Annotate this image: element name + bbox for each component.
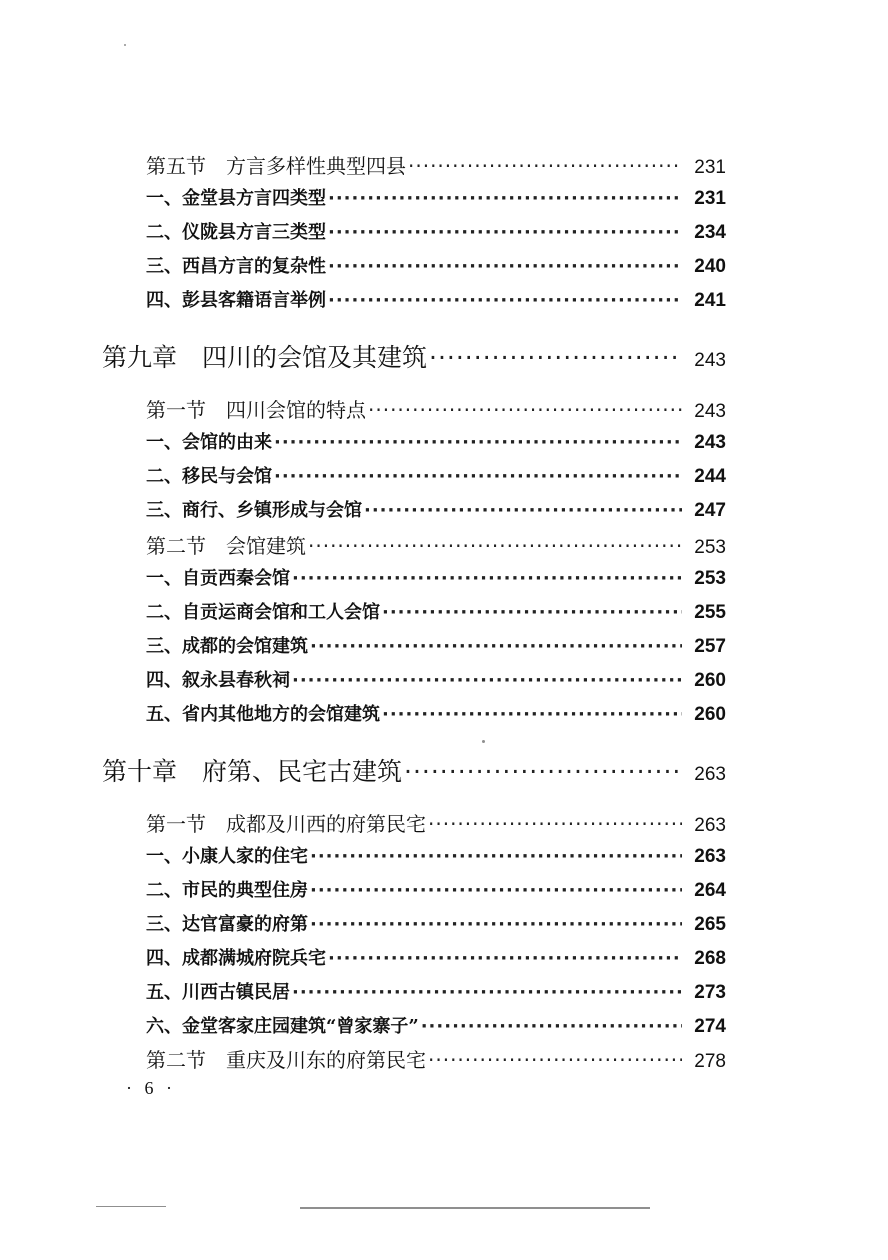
toc-entry-item: [146, 1012, 726, 1040]
toc-entry-item: [146, 910, 726, 938]
toc-entry-page: 263: [694, 846, 726, 867]
toc-entry-section: [146, 394, 726, 422]
toc-entry-page: 260: [694, 670, 726, 691]
toc-entry-item: [146, 632, 726, 660]
toc-entry-section: [146, 530, 726, 558]
toc-entry-title: 三、商行、乡镇形成与会馆: [146, 500, 362, 521]
toc-entry-page: 255: [694, 602, 726, 623]
dot-leader: [310, 636, 682, 657]
dot-leader: [328, 948, 682, 969]
toc-entry-chapter: [102, 752, 726, 786]
dot-leader: [404, 757, 682, 786]
toc-entry-page: 243: [694, 432, 726, 453]
toc-entry-item: [146, 218, 726, 246]
toc-entry-title: 第一节 四川会馆的特点: [146, 398, 366, 422]
toc-entry-title: 三、达官富豪的府第: [146, 914, 308, 935]
toc-entry-item: [146, 428, 726, 456]
toc-entry-section: [146, 808, 726, 836]
dot-leader: [328, 188, 682, 209]
toc-entry-page: 243: [694, 401, 726, 422]
dot-leader: [274, 466, 682, 487]
toc-entry-title: 第一节 成都及川西的府第民宅: [146, 812, 426, 836]
toc-entry-page: 247: [694, 500, 726, 521]
toc-entry-item: [146, 564, 726, 592]
toc-entry-title: 一、小康人家的住宅: [146, 846, 308, 867]
dot-leader: [368, 398, 682, 422]
toc-entry-item: [146, 842, 726, 870]
toc-entry-title: 一、自贡西秦会馆: [146, 568, 290, 589]
dot-leader: [428, 812, 682, 836]
toc-entry-title: 二、仪陇县方言三类型: [146, 222, 326, 243]
toc-entry-item: [146, 286, 726, 314]
toc-entry-title: 第二节 重庆及川东的府第民宅: [146, 1048, 426, 1072]
toc-entry-page: 264: [694, 880, 726, 901]
toc-entry-page: 260: [694, 704, 726, 725]
toc-entry-page: 244: [694, 466, 726, 487]
toc-entry-item: [146, 252, 726, 280]
toc-entry-title: 五、省内其他地方的会馆建筑: [146, 704, 380, 725]
dot-leader: [421, 1016, 682, 1037]
toc-entry-item: [146, 462, 726, 490]
toc-entry-page: 231: [694, 188, 726, 209]
toc-entry-title: 三、成都的会馆建筑: [146, 636, 308, 657]
toc-entry-item: [146, 944, 726, 972]
toc-entry-title: 二、自贡运商会馆和工人会馆: [146, 602, 380, 623]
toc-entry-title: 三、西昌方言的复杂性: [146, 256, 326, 277]
toc-entry-section: [146, 1044, 726, 1072]
dot-leader: [310, 914, 682, 935]
scan-edge-line: [96, 1206, 166, 1207]
toc-entry-title: 六、金堂客家庄园建筑“曾家寨子”: [146, 1016, 419, 1037]
toc-entry-title: 第五节 方言多样性典型四县: [146, 154, 406, 178]
toc-entry-page: 240: [694, 256, 726, 277]
toc-entry-page: 265: [694, 914, 726, 935]
dot-leader: [382, 602, 682, 623]
toc-entry-page: 253: [694, 568, 726, 589]
toc-entry-title: 二、市民的典型住房: [146, 880, 308, 901]
dot-leader: [274, 432, 682, 453]
toc-entry-page: 263: [694, 815, 726, 836]
dot-leader: [328, 290, 682, 311]
toc-entry-title: 四、叙永县春秋祠: [146, 670, 290, 691]
toc-entry-item: [146, 876, 726, 904]
toc-entry-page: 268: [694, 948, 726, 969]
toc-entry-title: 一、会馆的由来: [146, 432, 272, 453]
toc-entry-page: 234: [694, 222, 726, 243]
dot-leader: [292, 568, 682, 589]
dot-leader: [310, 846, 682, 867]
toc-entry-title: 四、彭县客籍语言举例: [146, 290, 326, 311]
page-number: · 6 ·: [126, 1078, 176, 1098]
toc-entry-title: 一、金堂县方言四类型: [146, 188, 326, 209]
toc-entry-item: [146, 184, 726, 212]
dot-leader: [328, 256, 682, 277]
dot-leader: [292, 670, 682, 691]
dot-leader: [408, 154, 682, 178]
toc-entry-page: 263: [694, 764, 726, 785]
dot-leader: [310, 880, 682, 901]
toc-entry-title: 五、川西古镇民居: [146, 982, 290, 1003]
toc-entry-page: 231: [694, 157, 726, 178]
toc-entry-chapter: [102, 338, 726, 372]
toc-entry-section: [146, 150, 726, 178]
toc-chapter-title: 第十章 府第、民宅古建筑: [102, 757, 403, 786]
toc-entry-item: [146, 598, 726, 626]
toc-entry-item: [146, 666, 726, 694]
dot-leader: [429, 343, 682, 372]
toc-entry-page: 278: [694, 1051, 726, 1072]
toc-entry-page: 273: [694, 982, 726, 1003]
toc-entry-page: 253: [694, 537, 726, 558]
toc-entry-item: [146, 978, 726, 1006]
toc-entry-page: 257: [694, 636, 726, 657]
toc-entry-page: 241: [694, 290, 726, 311]
toc-entry-title: 二、移民与会馆: [146, 466, 272, 487]
toc-entry-page: 274: [694, 1016, 726, 1037]
dot-leader: [428, 1048, 682, 1072]
toc-chapter-title: 第九章 四川的会馆及其建筑: [102, 343, 428, 372]
toc-entry-title: 第二节 会馆建筑: [146, 534, 306, 558]
toc-entry-item: [146, 700, 726, 728]
scan-speck: [482, 740, 485, 743]
dot-leader: [308, 534, 682, 558]
scan-speck: [124, 44, 126, 46]
toc-entry-title: 四、成都满城府院兵宅: [146, 948, 326, 969]
dot-leader: [328, 222, 682, 243]
scan-edge-line: [300, 1207, 650, 1209]
dot-leader: [364, 500, 682, 521]
toc-entry-item: [146, 496, 726, 524]
dot-leader: [382, 704, 682, 725]
toc-entry-page: 243: [694, 350, 726, 371]
dot-leader: [292, 982, 682, 1003]
